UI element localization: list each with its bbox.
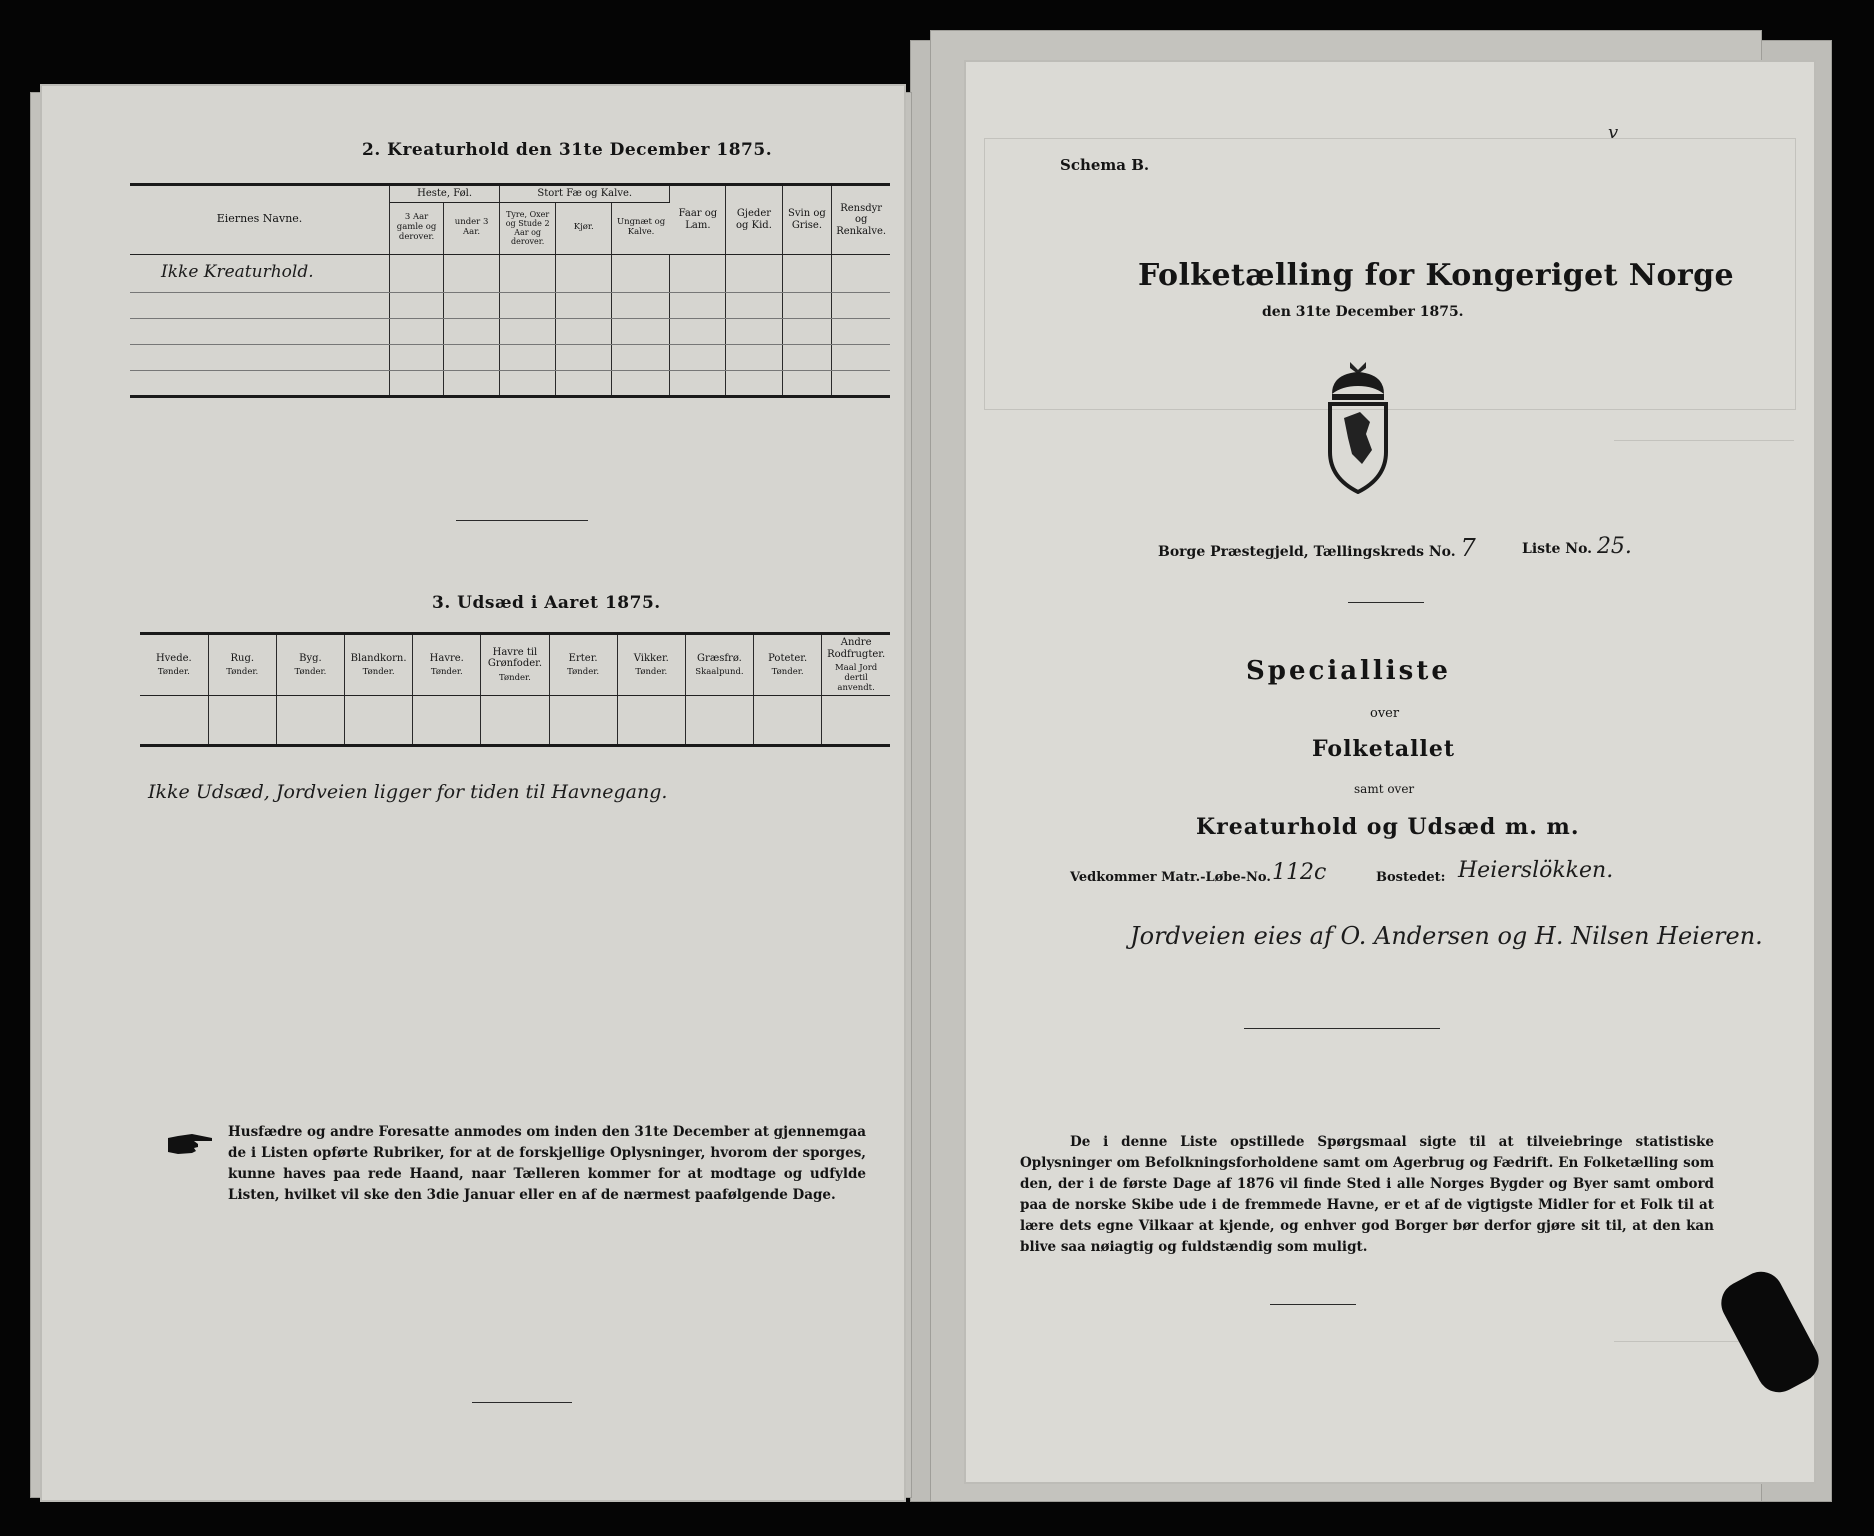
seed-cell [822,696,890,746]
owner-note: Jordveien eies af O. Andersen og H. Nilsen Heieren. [1130,922,1763,950]
matr-number: 112c [1272,860,1327,885]
separator-rule [456,520,588,521]
seed-col-5 [481,634,549,696]
coat-of-arms-emblem [1318,360,1398,494]
seed-table [140,632,890,747]
seed-col-unit: Tønder. [498,672,531,683]
seed-cell [754,696,822,746]
seed-col-name: Vikker. [633,652,669,664]
parish-label: Præstegjeld, [1210,544,1309,560]
col-horses: Heste, Føl. [390,185,500,203]
location-line [1158,534,1476,562]
owner-entry [130,254,390,292]
col-cows: Kjør. [556,202,612,254]
district-number: 7 [1460,534,1476,562]
matr-label: Vedkommer Matr.-Løbe-No. [1070,870,1271,885]
seed-col-1 [208,634,276,696]
bottom-rule [1270,1304,1356,1305]
right-page [964,60,1816,1484]
seed-col-0 [140,634,208,696]
seed-col-name: Erter. [568,652,598,664]
document-title: Folketælling for Kongeriget Norge [1138,258,1735,293]
left-notice: Husfædre og andre Foresatte anmodes om inden den 31te December at gjennemgaa de i Listen opførte Rubriker, for at de forskjellige Oplysninger, hvorom der sporges, kunne haves paa rede Haand, naar Tælleren kommer for at modtage og udfylde Listen, hvilket vil ske den 3die Januar eller en af de nærmest paafølgende Dage. [228,1124,866,1203]
seed-cell [208,696,276,746]
seed-col-name: Rug. [230,652,255,664]
seed-col-name: Havre til Grønfoder. [487,646,543,670]
seed-col-2 [276,634,344,696]
list-line [1522,534,1632,559]
specialliste-heading: Specialliste [1246,656,1451,686]
col-calves: Ungnæt og Kalve. [612,202,670,254]
pointing-hand-icon [168,1132,214,1156]
over-text: over [1370,706,1400,721]
bottom-rule [472,1402,572,1403]
kreaturhold-heading: Kreaturhold og Udsæd m. m. [1196,814,1580,840]
list-label: Liste No. [1522,541,1593,557]
seed-col-name: Andre Rodfrugter. [827,637,886,660]
table-row [130,292,890,318]
seed-cell [276,696,344,746]
seed-cell [617,696,685,746]
list-number: 25. [1596,534,1632,559]
district-label: Tællingskreds No. [1313,544,1456,560]
seed-col-7 [617,634,685,696]
section3-title: 3. Udsæd i Aaret 1875. [432,593,661,613]
seed-col-unit: Maal Jord dertil anvendt. [834,663,878,693]
table-row [130,344,890,370]
seed-col-unit: Tønder. [567,667,600,678]
parish-name: Borge [1158,544,1206,560]
seed-cell [549,696,617,746]
seed-col-3 [345,634,413,696]
seed-col-10 [822,634,890,696]
seed-col-name: Hvede. [155,652,192,664]
document-subtitle: den 31te December 1875. [1262,304,1464,320]
seed-note: Ikke Udsæd, Jordveien ligger for tiden til Havnegang. [148,781,668,803]
seed-col-name: Poteter. [768,652,808,664]
owner-entry-text: Ikke Kreaturhold. [161,262,314,283]
seed-col-unit: Tønder. [226,667,259,678]
seed-col-unit: Skaalpund. [695,667,744,678]
bosted-value: Heierslökken. [1458,858,1614,883]
livestock-table [130,183,890,398]
right-notice: De i denne Liste opstillede Spørgsmaal sigte til at tilveiebringe statistiske Oplysninger om Befolkningsforholdene samt om Agerbrug og Fædrift. En Folketælling som den, der i de første Dage af 1876 vil finde Sted i alle Norges Bygder og Byer samt ombord paa de norske Skibe ude i de fremmede Havne, er et af de vigtigste Midler for et Folk til at lære dets egne Vilkaar at kjende, og enhver god Borger bør derfor gjøre sit til, at den kan blive saa nøiagtig og fuldstændig som muligt. [1020,1134,1714,1255]
seed-cell [685,696,753,746]
seed-col-4 [413,634,481,696]
seed-col-unit: Tønder. [635,667,668,678]
col-horses-young: under 3 Aar. [444,202,500,254]
seed-col-unit: Tønder. [430,667,463,678]
seed-col-unit: Tønder. [294,667,327,678]
col-bulls: Tyre, Oxer og Stude 2 Aar og derover. [500,202,556,254]
seed-col-unit: Tønder. [362,667,395,678]
seed-col-6 [549,634,617,696]
col-pigs: Svin og Grise. [782,185,832,255]
samt-over-text: samt over [1354,782,1415,796]
check-mark: v [1608,122,1619,143]
seed-col-9 [754,634,822,696]
table-row [130,370,890,396]
seed-cell [413,696,481,746]
seed-cell [481,696,549,746]
seed-col-name: Havre. [429,652,464,664]
schema-label: Schema B. [1060,156,1150,174]
bosted-label: Bostedet: [1376,870,1446,885]
seed-cell [345,696,413,746]
separator-rule [1244,1028,1440,1029]
seed-col-name: Blandkorn. [350,652,407,664]
table-row [130,318,890,344]
seed-col-unit: Tønder. [771,667,804,678]
left-page [40,84,906,1502]
section2-title: 2. Kreaturhold den 31te December 1875. [362,140,773,160]
seed-cell [140,696,208,746]
seed-col-8 [685,634,753,696]
seed-col-name: Græsfrø. [697,652,742,664]
col-owner: Eiernes Navne. [130,185,390,255]
folketallet-heading: Folketallet [1312,736,1455,762]
seed-col-name: Byg. [299,652,322,664]
col-cattle: Stort Fæ og Kalve. [500,185,670,203]
separator-rule [1348,602,1424,603]
col-goats: Gjeder og Kid. [726,185,782,255]
col-horses-old: 3 Aar gamle og derover. [390,202,444,254]
seed-col-unit: Tønder. [157,667,190,678]
col-sheep: Faar og Lam. [670,185,726,255]
col-reindeer: Rensdyr og Renkalve. [832,185,890,255]
